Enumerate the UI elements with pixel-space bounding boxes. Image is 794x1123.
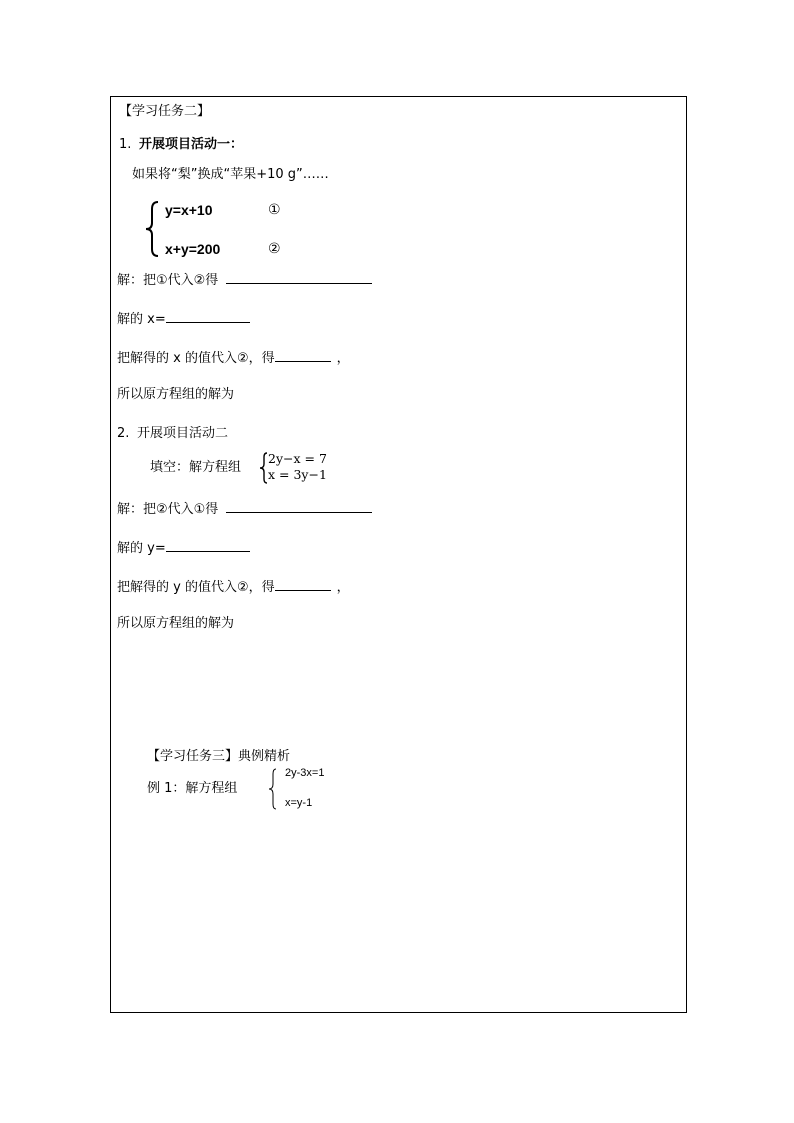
item1-number: 1. <box>119 137 132 152</box>
item2-step3-comma: ， <box>336 580 350 595</box>
item2-step2-blank[interactable] <box>166 538 250 552</box>
item2-step4: 所以原方程组的解为 <box>117 616 235 631</box>
item2-step1 <box>117 499 372 518</box>
item1-step3-comma: ， <box>336 351 350 366</box>
item1-intro: 如果将“梨”换成“苹果+10 g”…… <box>132 167 329 182</box>
item2-title: 开展项目活动二 <box>137 426 229 441</box>
task3-brace <box>268 768 278 810</box>
item1-equation-1-mark: ① <box>268 202 281 218</box>
item1-equation-2: x+y=200 <box>165 241 221 257</box>
item1-title: 开展项目活动一： <box>139 137 244 152</box>
task3-equation-1: 2y-3x=1 <box>285 767 325 779</box>
task3-example-label: 例 1：解方程组 <box>147 781 238 796</box>
item2-number: 2. <box>117 426 130 441</box>
item2-equation-2: x = 3y−1 <box>268 467 327 482</box>
item2-step3-text: 把解得的 y 的值代入②，得 <box>117 580 275 595</box>
item1-step3-text: 把解得的 x 的值代入②，得 <box>117 351 275 366</box>
item1-step2 <box>117 309 250 328</box>
item1-step2-blank[interactable] <box>166 309 250 323</box>
item2-equation-1: 2y−x = 7 <box>268 451 327 466</box>
item2-step3-blank[interactable] <box>275 577 331 591</box>
task3-equation-2: x=y-1 <box>285 797 313 809</box>
item1-equation-1: y=x+10 <box>165 202 213 218</box>
task3-heading: 【学习任务三】典例精析 <box>147 749 291 764</box>
item2-step1-text: 解：把②代入①得 <box>117 502 219 517</box>
item2-step2 <box>117 538 250 557</box>
item2-step1-blank[interactable] <box>226 499 372 513</box>
item1-step1-blank[interactable] <box>226 270 372 284</box>
item1-brace <box>144 201 160 257</box>
item1-step3-blank[interactable] <box>275 348 331 362</box>
item1-step1-text: 解：把①代入②得 <box>117 273 219 288</box>
item1-step3 <box>117 348 350 367</box>
item2-step3 <box>117 577 350 596</box>
item2-prompt: 填空：解方程组 <box>150 460 242 475</box>
item1-step1 <box>117 270 372 289</box>
item1-step2-text: 解的 x= <box>117 312 166 327</box>
item2-step2-text: 解的 y= <box>117 541 166 556</box>
item1-step4: 所以原方程组的解为 <box>117 387 235 402</box>
task2-heading: 【学习任务二】 <box>119 104 211 119</box>
item1-equation-2-mark: ② <box>268 241 281 257</box>
